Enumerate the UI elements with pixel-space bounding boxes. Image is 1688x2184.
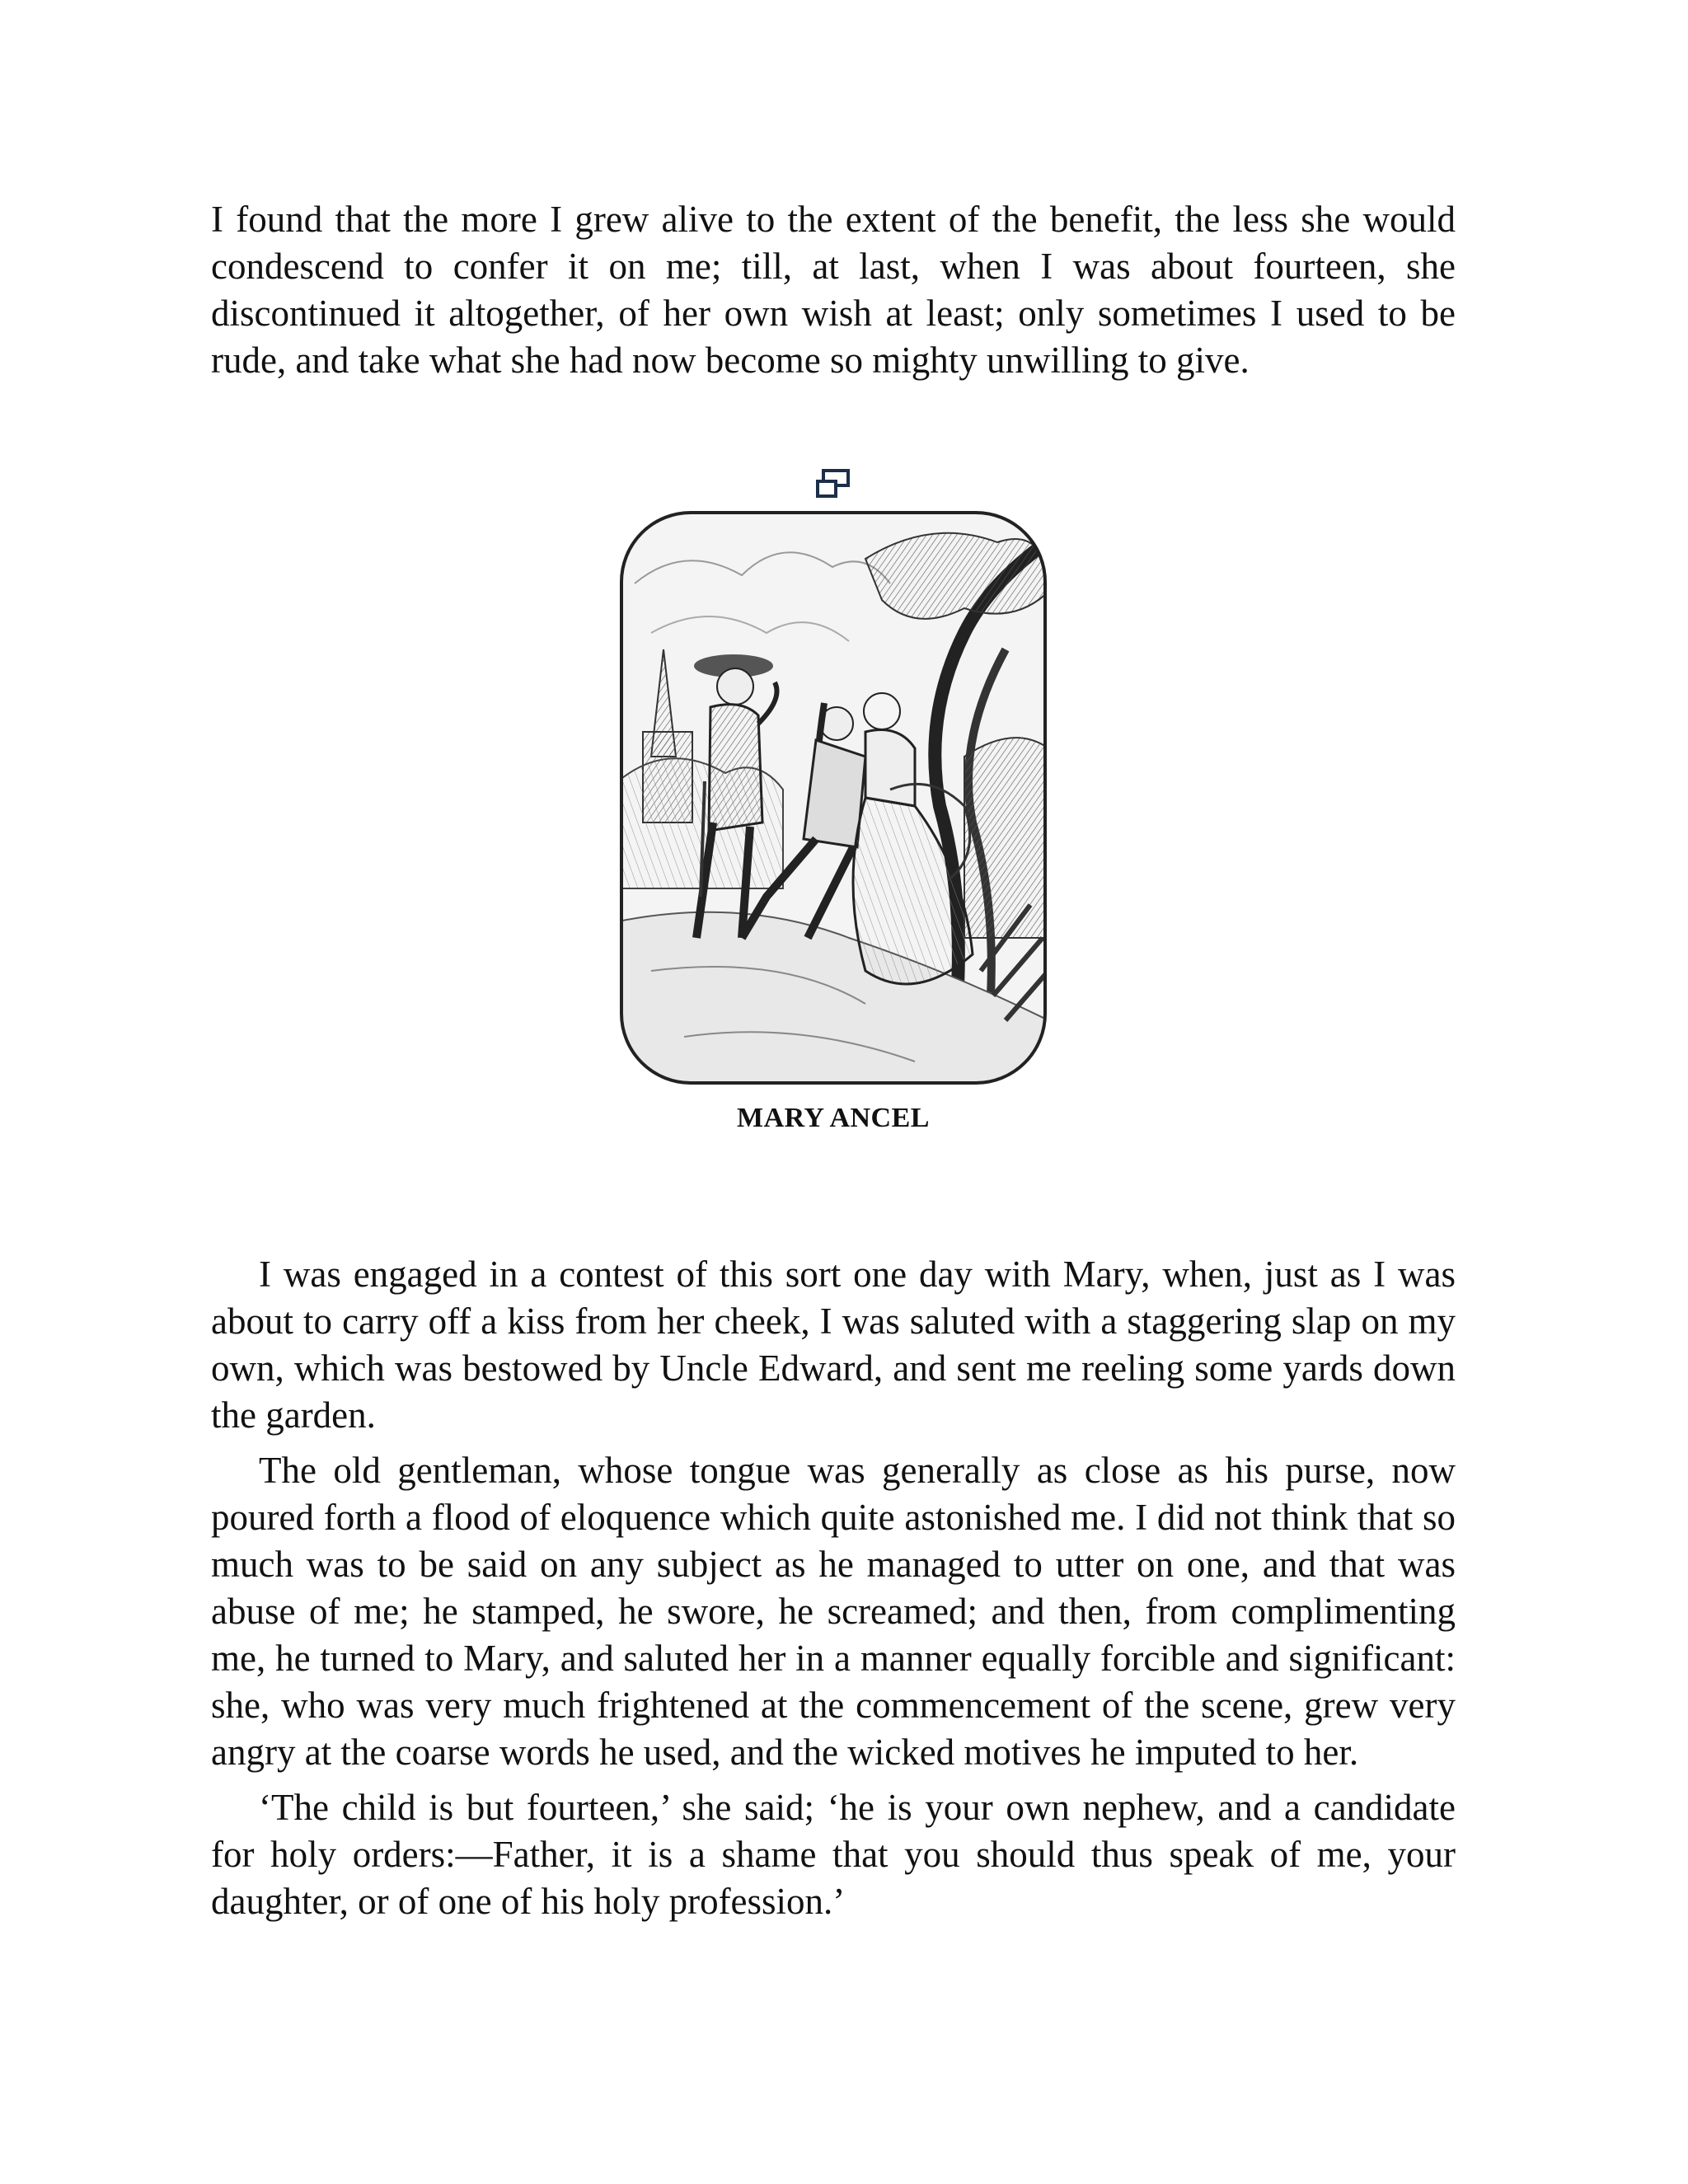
paragraph-3: The old gentleman, whose tongue was generally as close as his purse, now poured forth a flood of eloquence which quite astonished me. I did not think that so much was to be said on any subject as he managed to utter on one, and that was abuse of me; he stamped, he swore, he screamed; and then, from complimenting me, he turned to Mary, and saluted her in a manner equally forcible and significant: she, who was very much frightened at the commencement of the scene, grew very angry at the coarse words he used, and the wicked motives he imputed to her. xyxy=(211,1450,1456,1773)
paragraph-2: I was engaged in a contest of this sort one day with Mary, when, just as I was about to carry off a kiss from her cheek, I was saluted with a staggering slap on my own, which was bestowed by Uncle Edward, and sent me reeling some yards down the garden. xyxy=(211,1254,1456,1436)
paragraph-4: ‘The child is but fourteen,’ she said; ‘he is your own nephew, and a candidate for holy orders:—Father, it is a shame that you should thus speak of me, your daughter, or of one of his holy profession.’ xyxy=(211,1787,1456,1922)
figure-caption: MARY ANCEL xyxy=(737,1103,930,1133)
expand-image-icon[interactable] xyxy=(814,468,852,499)
figure xyxy=(211,468,1456,1251)
engraving-illustration xyxy=(618,509,1048,1086)
page-content xyxy=(211,196,1456,1933)
paragraph-1: I found that the more I grew alive to the extent of the benefit, the less she would condescend to confer it on me; till, at last, when I was about fourteen, she discontinued it altogether, of her own wish at least; only sometimes I used to be rude, and take what she had now become so mighty unwilling to give. xyxy=(211,199,1456,381)
